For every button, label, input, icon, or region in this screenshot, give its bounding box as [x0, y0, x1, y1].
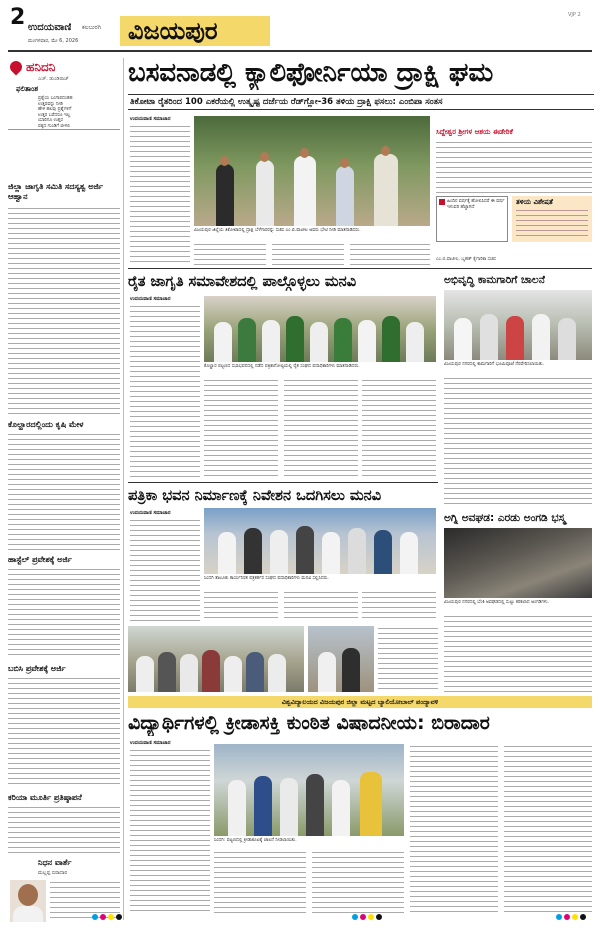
cyan-dot [556, 914, 562, 920]
brief-2-body [8, 432, 120, 550]
story4-photo3 [308, 626, 374, 692]
story5-body [444, 614, 592, 692]
poem-body [38, 96, 118, 129]
story4-photo2 [128, 626, 304, 692]
bottom-byline: ಉದಯವಾಣಿ ಸಮಾಚಾರ [130, 740, 171, 746]
infobox-text: ಹಿಂದಿನ ವರ್ಷಕ್ಕೆ ಹೋಲಿಸಿದರೆ ಈ ವರ್ಷ ಇಳುವರಿ ಹೆಚ್ಚಾಗಿದೆ [447, 199, 505, 210]
story3-body [444, 376, 592, 506]
quote-name: ಎಂ.ಬಿ.ಪಾಟೀಲ, ಬೃಹತ್ ಕೈಗಾರಿಕಾ ಸಚಿವ [436, 257, 496, 262]
lead-photo-caption: ವಿಜಯಪುರ ಜಿಲ್ಲೆಯ ತಿಕೋಟಾದಲ್ಲಿ ದ್ರಾಕ್ಷಿ ಬೆಳೆಗಾರರನ್ನು ಸಚಿವ ಎಂ.ಬಿ.ಪಾಟೀಲ ಅವರು ಭೇಟಿ ನೀಡಿ ಮಾತನಾಡಿದರು. [194, 228, 361, 233]
lead-byline: ಉದಯವಾಣಿ ಸಮಾಚಾರ [130, 116, 171, 122]
poem-line: ಉತ್ತರವನ್ನು ನೀಡಿ [38, 101, 63, 107]
magenta-dot [360, 914, 366, 920]
cyan-dot [352, 914, 358, 920]
corner-code: VJP 2 [568, 12, 581, 18]
yellow-dot [108, 914, 114, 920]
left-column [8, 58, 120, 920]
poem-line: ಪಕ್ಕದ ಗುಂಡಿಗೆ ಬೀಳಲಿ [38, 123, 71, 129]
bottom-body-col2 [214, 850, 306, 914]
cyan-dot [92, 914, 98, 920]
column-rule [123, 58, 124, 920]
bottom-kicker: ವಿಶ್ವವಿದ್ಯಾಲಯದ ವಿಜಯಪುರ ಜಿಲ್ಲಾ ಮಟ್ಟದ ಬ್ಯಾಲಿಯೋಬಾಲ್ ಪಂದ್ಯಾವಳಿ [281, 698, 439, 706]
hanidani-box [8, 58, 120, 130]
story2-body-col3 [284, 378, 358, 480]
section-title: ವಿಜಯಪುರ [128, 17, 218, 45]
bottom-body-col5 [504, 744, 592, 914]
paper-name: ಉದಯವಾಣಿ [28, 22, 72, 33]
story3-headline: ಅಭಿವೃದ್ಧಿ ಕಾಮಗಾರಿಗೆ ಚಾಲನೆ [444, 274, 545, 286]
story4-photo [204, 508, 436, 574]
story5-photo [444, 528, 592, 598]
masthead-rule [8, 50, 592, 52]
brief-3-body [8, 567, 120, 659]
story2-body-col4 [362, 378, 436, 480]
yellow-dot [368, 914, 374, 920]
poem-title: ಫಲಿತಾಂಶ [16, 85, 39, 93]
registration-marks [0, 914, 600, 924]
date-line: ಮಂಗಳವಾರ, ಮೇ 6, 2026 [28, 38, 79, 44]
lead-body-col4 [350, 242, 430, 266]
poem-line: ಯಾರಿಗೂ ಉತ್ತರ [38, 118, 63, 123]
story5-caption: ವಿಜಯಪುರ ನಗರದಲ್ಲಿ ಬೆಂಕಿ ಅವಘಡದಲ್ಲಿ ಸುಟ್ಟು ಕರಕಲಾದ ಅಂಗಡಿಗಳು. [444, 600, 550, 605]
story2-photo [204, 296, 436, 362]
lead-body-col3 [272, 242, 344, 266]
magenta-dot [100, 914, 106, 920]
brief-3-title: ಹಾಸ್ಟೆಲ್ ಪ್ರವೇಶಕ್ಕೆ ಅರ್ಜಿ [8, 555, 72, 564]
brief-2-title: ಕೊಲ್ಹಾರದಲ್ಲಿಂದು ಕೃಷಿ ಮೇಳ [8, 420, 84, 429]
story-rule [128, 482, 438, 483]
bottom-caption: ಸಿಂದಗಿ: ಪಟ್ಟಣದಲ್ಲಿ ಕ್ರೀಡಾಕೂಟಕ್ಕೆ ಚಾಲನೆ ನೀಡಲಾಯಿತು. [214, 838, 297, 843]
bottom-headline: ವಿದ್ಯಾರ್ಥಿಗಳಲ್ಲಿ ಕ್ರೀಡಾಸಕ್ತಿ ಕುಂಠಿತ ವಿಷಾದನೀಯ: ಬಿರಾದಾರ [128, 712, 490, 734]
story2-caption: ಕೊಲ್ಹಾರ ಪಟ್ಟಣದ ಸಭಾಭವನದಲ್ಲಿ ನಡೆದ ಪತ್ರಿಕಾಗೋಷ್ಠಿಯಲ್ಲಿ ರೈತ ಸಂಘದ ಪದಾಧಿಕಾರಿಗಳು ಮಾತನಾಡಿದರು. [204, 364, 360, 369]
story3-photo [444, 290, 592, 360]
story5-headline: ಅಗ್ನಿ ಅವಘಡ: ಎರಡು ಅಂಗಡಿ ಭಸ್ಮ [444, 512, 566, 524]
hanidani-logo: ಹನಿದನಿ [26, 60, 56, 74]
lead-subheadline: ತಿಕೋಟಾ ರೈತರಿಂದ 100 ಎಕರೆಯಲ್ಲಿ ಉತ್ಕೃಷ್ಟ ದರ್ಜೆಯ ರೆಡ್‌ಗ್ಲೋ-36 ತಳಿಯ ದ್ರಾಕ್ಷಿ ಫಸಲು: ಎಂಬಿಪಾ ಸಂತಸ [130, 97, 443, 107]
lead-headline: ಬಸವನಾಡಲ್ಲಿ ಕ್ಯಾಲಿಫೋರ್ನಿಯಾ ದ್ರಾಕ್ಷಿ ಘಮ [128, 58, 494, 88]
brief-4-title: ಬಬಿಸಿ ಪ್ರವೇಶಕ್ಕೆ ಅರ್ಜಿ [8, 664, 66, 673]
brief-1-body [8, 206, 120, 416]
story4-headline: ಪತ್ರಿಕಾ ಭವನ ನಿರ್ಮಾಣಕ್ಕೆ ನಿವೇಶನ ಒದಗಿಸಲು ಮನವಿ [128, 488, 382, 504]
bottom-body-col1 [130, 748, 210, 914]
page-number: 2 [10, 6, 26, 30]
poem-line: ಪ್ರಶ್ನೆಯ ಬಂಗಾರದಂತಹ [38, 96, 73, 101]
story4-body-col2 [204, 590, 278, 622]
sidebar-infobox [436, 196, 508, 242]
story4-body-col4 [362, 590, 436, 622]
story2-byline: ಉದಯವಾಣಿ ಸಮಾಚಾರ [130, 296, 171, 302]
sidebar-body [436, 140, 592, 194]
brief-5-body [8, 805, 120, 853]
bottom-body-col4 [410, 744, 498, 914]
story2-headline: ರೈತ ಜಾಗೃತಿ ಸಮಾವೇಶದಲ್ಲಿ ಪಾಲ್ಗೊಳ್ಳಲು ಮನವಿ [128, 274, 357, 290]
story3-caption: ವಿಜಯಪುರ ನಗರದಲ್ಲಿ ಕಾಮಗಾರಿಗೆ ಭೂಮಿಪೂಜೆ ನೆರವೇರಿಸಲಾಯಿತು. [444, 362, 545, 367]
black-dot [116, 914, 122, 920]
black-dot [580, 914, 586, 920]
yellow-dot [572, 914, 578, 920]
brief-4-body [8, 676, 120, 788]
infobox-icon [439, 199, 445, 205]
story2-body-col2 [204, 378, 278, 480]
brief-1-title: ಜಿಲ್ಲಾ ಜಾಗೃತಿ ಸಮಿತಿ ಸದಸ್ಯತ್ವ ಅರ್ಜಿ ಆಹ್ವಾನ [8, 182, 104, 201]
edition-label: ಕಲಬುರಗಿ [82, 24, 102, 31]
hanidani-author: ಎಚ್. ಡುಂಡಿರಾಜ್ [38, 76, 69, 82]
bottom-photo [214, 744, 404, 836]
obituary-label: ನಿಧನ ವಾರ್ತೆ [38, 858, 72, 867]
story4-byline: ಉದಯವಾಣಿ ಸಮಾಚಾರ [130, 510, 171, 516]
story4-body-col5 [378, 626, 438, 692]
poem-line: ಹೇಳಿ ಹಲವು ಪ್ರಶ್ನೆಗಳಿಗೆ [38, 107, 72, 112]
magenta-dot [564, 914, 570, 920]
story4-body-col3 [284, 590, 358, 622]
brief-5-title: ಕರಿಯಾ ಮೂರ್ತಿ ಪ್ರತಿಷ್ಠಾಪನೆ [8, 793, 82, 802]
lead-photo [194, 116, 430, 226]
feature-title: ತಳಿಯ ವಿಶೇಷತೆ [516, 198, 553, 206]
lead-body-col1 [130, 124, 190, 262]
lead-body-col2 [194, 242, 266, 266]
obituary-name: ಮಲ್ಲಪ್ಪ ಬಿರಾದಾರ [38, 870, 68, 876]
bottom-body-col3 [312, 850, 404, 914]
feature-box [512, 196, 592, 242]
story2-body-col1 [130, 304, 200, 480]
masthead [8, 4, 592, 54]
story-rule [128, 268, 592, 269]
drop-icon [8, 59, 25, 76]
sidebar-title: ಸಿದ್ದೇಶ್ವರ ಶ್ರೀಗಳ ಆಶಯ ಈಡೇರಿಕೆ [436, 128, 513, 136]
poem-line: ಉತ್ತರ ಬರೆದರೂ ಇಲ್ಲ [38, 112, 71, 118]
story4-caption: ಸಿಂದಗಿ ತಾಲೂಕು ಕಾರ್ಯನಿರತ ಪತ್ರಕರ್ತರ ಸಂಘದ ಪದಾಧಿಕಾರಿಗಳು ಮನವಿ ಸಲ್ಲಿಸಿದರು. [204, 576, 329, 581]
story4-body-col1 [130, 518, 200, 622]
black-dot [376, 914, 382, 920]
